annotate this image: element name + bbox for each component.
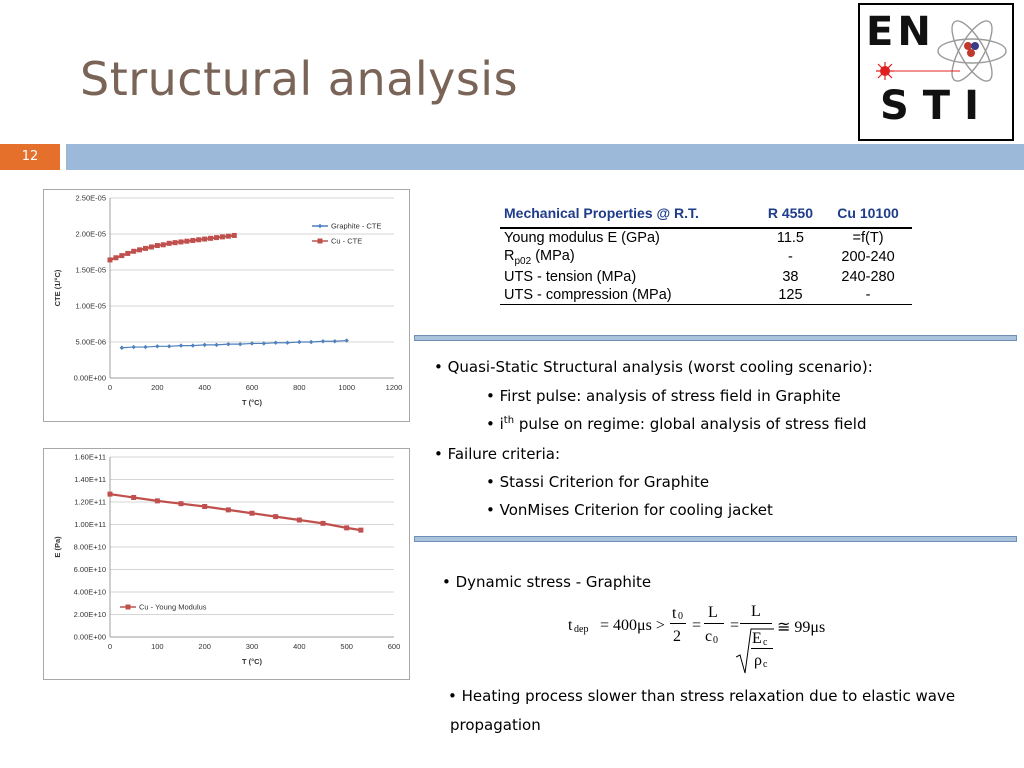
formula-result: ≅ 99μs	[777, 619, 826, 636]
x-tick-label: 1200	[385, 383, 403, 392]
data-point	[161, 242, 166, 247]
formula-rho-sub: c	[763, 659, 768, 670]
y-tick-label: 2.50E-05	[75, 193, 106, 203]
y-tick-label: 1.60E+11	[74, 452, 106, 462]
data-point	[238, 342, 242, 346]
legend-label: Cu - Young Modulus	[139, 602, 207, 612]
y-tick-label: 1.50E-05	[75, 265, 106, 275]
data-point	[167, 344, 171, 348]
data-point	[226, 507, 231, 512]
formula-L2: L	[751, 603, 761, 620]
x-tick-label: 0	[107, 383, 113, 392]
table-cell: =f(T)	[852, 230, 884, 246]
data-point	[232, 233, 237, 238]
y-tick-label: 8.00E+10	[73, 542, 106, 552]
y-tick-label: 1.20E+11	[74, 497, 106, 507]
data-point	[119, 253, 124, 258]
fraction-bar	[704, 623, 724, 624]
young-modulus-chart-svg	[44, 449, 409, 679]
bullet-vonmises: • VonMises Criterion for cooling jacket	[486, 501, 773, 519]
data-point	[333, 339, 337, 343]
bullet-stassi: • Stassi Criterion for Graphite	[486, 473, 710, 491]
slide-bar-gap	[60, 144, 66, 170]
formula-E-sub: c	[763, 637, 768, 648]
y-tick-label: 4.00E+10	[73, 587, 106, 597]
data-point	[155, 498, 160, 503]
data-point	[167, 241, 172, 246]
formula-two: 2	[673, 628, 681, 645]
table-cell: UTS - compression (MPa)	[500, 286, 757, 305]
data-point	[273, 514, 278, 519]
x-tick-label: 100	[151, 642, 164, 651]
data-point	[143, 246, 148, 251]
data-point	[108, 492, 113, 497]
y-tick-label: 1.00E+11	[74, 520, 106, 529]
bullet-dynamic-stress: • Dynamic stress - Graphite	[442, 573, 652, 591]
bullet-heating-process-1: • Heating process slower than stress relaxation due to elastic wave	[448, 687, 956, 705]
data-point	[344, 525, 349, 530]
fraction-bar	[670, 623, 686, 624]
y-tick-label: 0.00E+00	[73, 373, 106, 383]
data-point	[358, 528, 363, 533]
data-point	[179, 239, 184, 244]
data-point	[285, 341, 289, 345]
bullet-ith-pulse	[486, 415, 866, 433]
legend-marker	[318, 239, 323, 244]
slide-title: Structural analysis	[80, 52, 519, 106]
data-point	[173, 240, 178, 245]
y-tick-label: 6.00E+10	[73, 565, 106, 574]
legend-label: Graphite - CTE	[331, 221, 382, 231]
rp-label: R	[504, 248, 515, 264]
fraction-bar	[751, 648, 773, 649]
formula-eq1: = 400μs >	[600, 617, 665, 634]
data-point	[155, 243, 160, 248]
table-row	[500, 247, 912, 268]
data-point	[273, 341, 277, 345]
data-point	[149, 244, 154, 249]
x-tick-label: 300	[245, 642, 259, 651]
x-tick-label: 400	[198, 383, 211, 392]
table-row	[500, 228, 912, 247]
y-tick-label: 1.40E+11	[74, 475, 106, 484]
rp-unit: (MPa)	[531, 248, 575, 264]
legend-marker	[126, 605, 131, 610]
y-tick-label: 2.00E-05	[75, 229, 106, 239]
section-divider	[414, 536, 1017, 542]
bullet-quasi-static: • Quasi-Static Structural analysis (worst cooling scenario):	[434, 358, 873, 376]
data-point	[125, 251, 130, 256]
x-tick-label: 400	[293, 642, 306, 651]
cte-chart-svg	[44, 190, 409, 421]
data-point	[190, 238, 195, 243]
x-tick-label: 200	[198, 642, 211, 651]
data-point	[214, 235, 219, 240]
y-tick-label: 1.00E-05	[75, 301, 106, 311]
data-point	[202, 237, 207, 242]
formula-rho: ρ	[754, 652, 762, 669]
data-point	[250, 511, 255, 516]
section-divider	[414, 335, 1017, 341]
data-point	[179, 501, 184, 506]
x-tick-label: 1000	[338, 383, 356, 392]
ensti-logo	[858, 3, 1014, 141]
data-point	[131, 345, 135, 349]
fraction-bar	[740, 623, 772, 624]
x-tick-label: 800	[293, 383, 306, 392]
x-tick-label: 200	[151, 383, 164, 392]
x-tick-label: 600	[387, 642, 401, 651]
x-tick-label: 500	[340, 642, 353, 651]
table-cell: 125	[757, 286, 824, 305]
data-point	[297, 518, 302, 523]
ith-pre: • i	[486, 415, 504, 433]
table-header-row	[500, 203, 912, 228]
mechanical-properties-table	[500, 203, 912, 305]
data-point	[321, 521, 326, 526]
bullet-first-pulse: • First pulse: analysis of stress field in Graphite	[486, 387, 841, 405]
formula-c0-sub: 0	[713, 635, 718, 646]
data-point	[202, 343, 206, 347]
data-point	[226, 234, 231, 239]
data-point	[137, 247, 142, 252]
data-point	[196, 237, 201, 242]
logo-line2: STI	[880, 83, 993, 129]
data-point	[220, 234, 225, 239]
data-point	[202, 504, 207, 509]
formula-t0-t: t	[672, 605, 677, 622]
data-point	[120, 346, 124, 350]
formula-dep: dep	[574, 624, 589, 635]
formula-eq3: =	[730, 617, 740, 634]
legend-marker	[318, 224, 322, 228]
table-header: R 4550	[757, 203, 824, 228]
table-cell: -	[788, 249, 793, 266]
y-axis-label: E (Pa)	[53, 536, 62, 558]
table-cell: 200-240	[841, 249, 895, 266]
young-modulus-chart	[43, 448, 410, 680]
table-cell: 240-280	[841, 268, 895, 285]
formula-t0-sub: 0	[678, 611, 683, 622]
legend-label: Cu - CTE	[331, 236, 363, 246]
formula-E: E	[752, 630, 762, 647]
table-header: Cu 10100	[824, 203, 912, 228]
slide-number: 12	[0, 144, 60, 170]
formula-t: t	[568, 617, 573, 634]
table-cell: UTS - tension (MPa)	[504, 268, 637, 285]
table-cell: 11.5	[776, 230, 804, 246]
bullet-heating-process-2: propagation	[450, 716, 541, 734]
rp-subscript: p02	[514, 255, 532, 267]
x-axis-label: T (°C)	[241, 398, 263, 407]
data-point	[191, 343, 195, 347]
cte-chart	[43, 189, 410, 422]
table-cell: 38	[782, 268, 799, 285]
data-point	[131, 249, 136, 254]
data-point	[309, 340, 313, 344]
slide-header-bar	[0, 144, 1024, 170]
data-point	[321, 339, 325, 343]
x-tick-label: 600	[245, 383, 259, 392]
data-point	[297, 340, 301, 344]
data-point	[179, 343, 183, 347]
dynamic-stress-formula	[568, 600, 868, 680]
table-cell: Young modulus E (GPa)	[504, 230, 660, 246]
y-tick-label: 2.00E+10	[73, 610, 106, 619]
data-point	[226, 342, 230, 346]
bullet-failure-criteria: • Failure criteria:	[434, 445, 561, 463]
formula-L1: L	[708, 604, 718, 621]
table-cell	[500, 247, 757, 268]
formula-eq2: =	[692, 617, 702, 634]
data-point	[155, 344, 159, 348]
data-point	[113, 255, 118, 260]
table-row	[500, 286, 912, 305]
atom-laser-icon	[860, 5, 1016, 143]
x-tick-label: 0	[107, 642, 113, 651]
data-point	[131, 495, 136, 500]
data-point	[108, 257, 113, 262]
y-axis-label: CTE (1/°C)	[53, 269, 62, 307]
ith-post: pulse on regime: global analysis of stress field	[514, 415, 867, 433]
table-header: Mechanical Properties @ R.T.	[500, 203, 757, 228]
table-cell: -	[824, 286, 912, 305]
ith-sup: th	[503, 415, 515, 426]
table-row	[500, 268, 912, 286]
x-axis-label: T (°C)	[241, 657, 263, 666]
data-point	[143, 345, 147, 349]
data-point	[214, 343, 218, 347]
data-point	[184, 239, 189, 244]
y-tick-label: 0.00E+00	[73, 632, 106, 642]
logo-line1: EN	[866, 9, 935, 55]
data-point	[208, 236, 213, 241]
formula-c0-c: c	[705, 628, 713, 645]
y-tick-label: 5.00E-06	[75, 337, 106, 347]
